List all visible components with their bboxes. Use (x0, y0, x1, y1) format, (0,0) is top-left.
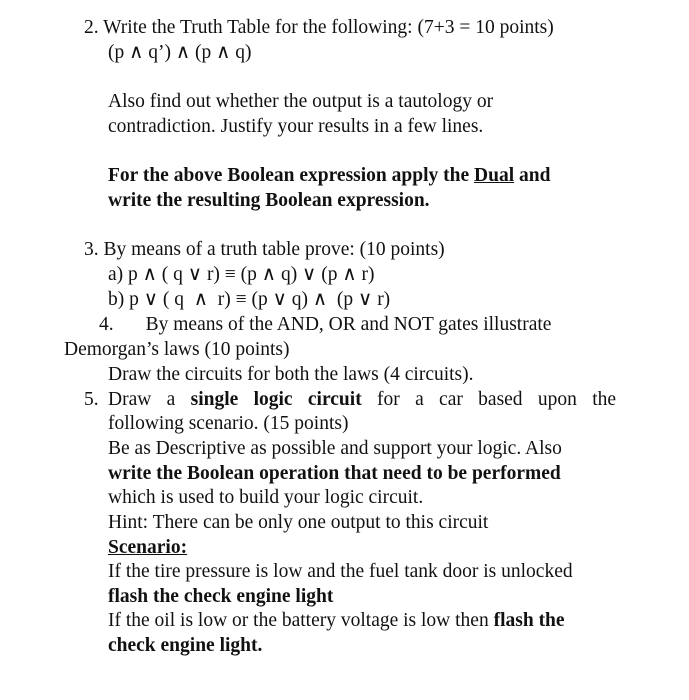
q5-line4: write the Boolean operation that need to be performed (108, 463, 561, 484)
q5-l1-bold: single logic circuit (190, 389, 362, 410)
q2-expression: (p ∧ q’) ∧ (p ∧ q) (108, 42, 252, 63)
q5-scenario-line2: flash the check engine light (108, 586, 334, 607)
q3-prompt: By means of a truth table prove: (10 points) (103, 239, 445, 260)
q5-scenario-line4: check engine light. (108, 635, 263, 656)
q5-line1 (108, 388, 616, 412)
q2-line1 (84, 16, 554, 40)
q5-line5: which is used to build your logic circuit. (108, 487, 424, 508)
q2-dual-text-b: and (514, 165, 551, 186)
q5-line3: Be as Descriptive as possible and support your logic. Also (108, 438, 562, 459)
q2-number: 2. (84, 17, 99, 38)
q5-line2: following scenario. (15 points) (108, 413, 349, 434)
q2-find-line1: Also find out whether the output is a tautology or (108, 91, 494, 112)
q4-line2: Demorgan’s laws (10 points) (64, 339, 290, 360)
q2-dual-word: Dual (474, 165, 515, 186)
q3-part-a: a) p ∧ ( q ∨ r) ≡ (p ∧ q) ∨ (p ∧ r) (108, 264, 375, 285)
q5-scenario-line3 (108, 609, 565, 633)
q4-line1 (99, 313, 551, 337)
q5-scenario-line1: If the tire pressure is low and the fuel tank door is unlocked (108, 561, 573, 582)
q4-line3: Draw the circuits for both the laws (4 circuits). (108, 364, 474, 385)
q4-number: 4. (99, 314, 114, 335)
q5-l1-text-a: Draw a (108, 389, 191, 410)
q5-number: 5. (84, 389, 99, 410)
q5-scenario-heading: Scenario: (108, 537, 188, 558)
q2-dual-line1 (108, 164, 550, 188)
q2-dual-line2: write the resulting Boolean expression. (108, 190, 430, 211)
q3-line1 (84, 238, 445, 262)
q5-s3-bold: flash the (493, 610, 565, 631)
q2-find-line2: contradiction. Justify your results in a few lines. (108, 116, 484, 137)
q5-s3-text: If the oil is low or the battery voltage is low then (108, 610, 494, 631)
q2-dual-text-a: For the above Boolean expression apply the (108, 165, 475, 186)
q3-number: 3. (84, 239, 99, 260)
q3-part-b: b) p ∨ ( q ∧ r) ≡ (p ∨ q) ∧ (p ∨ r) (108, 289, 391, 310)
q5-l1-text-b: for a car based upon the (361, 389, 617, 410)
q5-hint: Hint: There can be only one output to this circuit (108, 512, 489, 533)
q2-prompt: Write the Truth Table for the following: (7+3 = 10 points) (103, 17, 554, 38)
q4-prompt: By means of the AND, OR and NOT gates illustrate (145, 314, 552, 335)
